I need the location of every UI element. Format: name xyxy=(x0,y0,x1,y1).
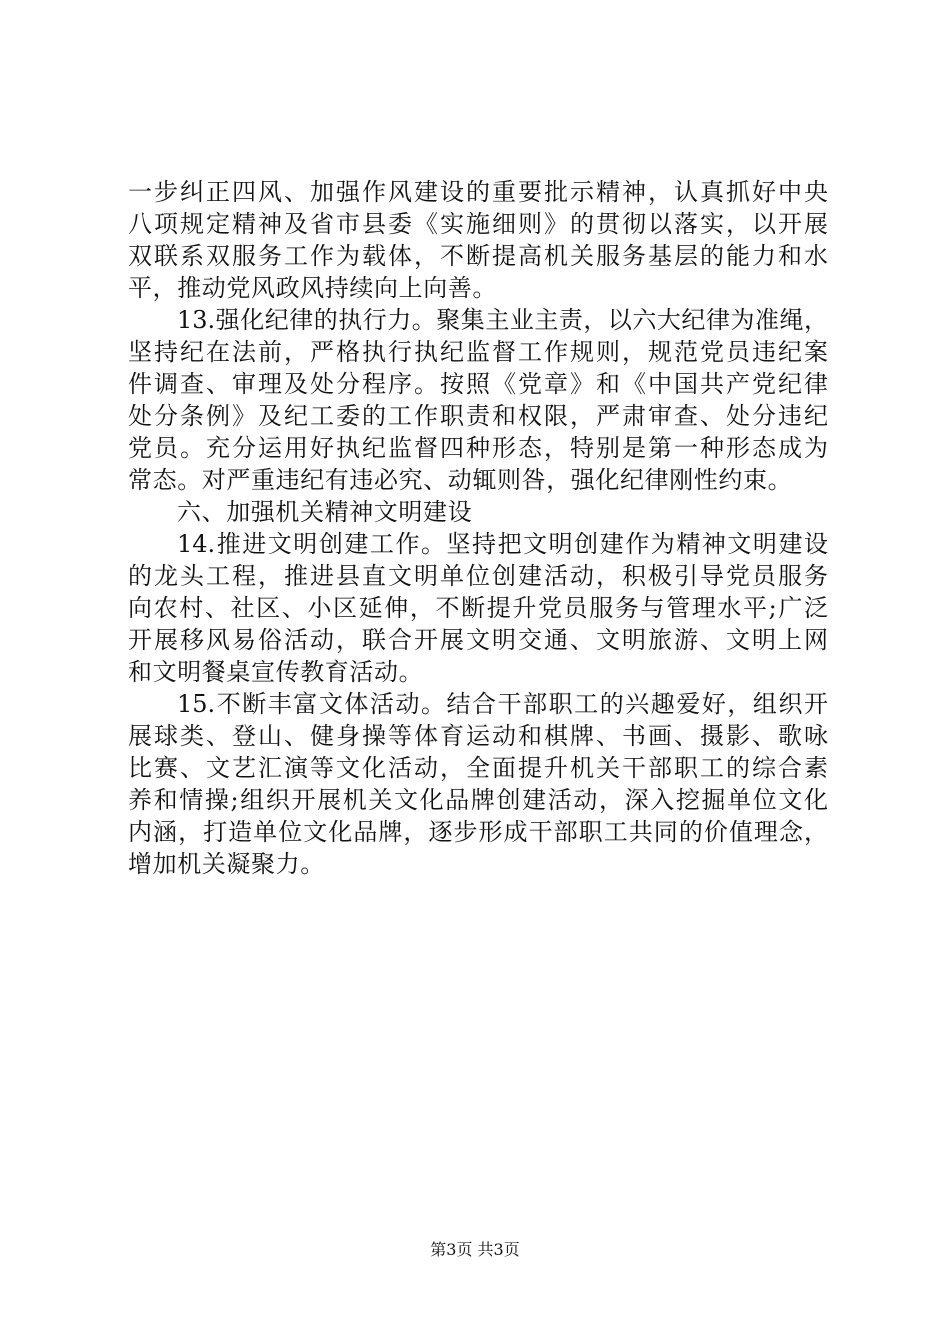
text-line: 双联系双服务工作为载体，不断提高机关服务基层的能力和水 xyxy=(128,242,828,270)
text-line: 和文明餐桌宣传教育活动。 xyxy=(128,658,424,686)
text-line: 平，推动党风政风持续向上向善。 xyxy=(128,274,497,302)
text-line: 一步纠正四风、加强作风建设的重要批示精神，认真抓好中央 xyxy=(128,178,828,206)
text-line: 向农村、社区、小区延伸，不断提升党员服务与管理水平;广泛 xyxy=(128,594,828,622)
text-line: 常态。对严重违纪有违必究、动辄则咎，强化纪律刚性约束。 xyxy=(128,466,793,494)
text-line: 处分条例》及纪工委的工作职责和权限，严肃审查、处分违纪 xyxy=(128,402,828,430)
text-line: 件调查、审理及处分程序。按照《党章》和《中国共产党纪律 xyxy=(128,370,828,398)
paragraph xyxy=(128,528,828,688)
text-line: 13.强化纪律的执行力。聚集主业主责，以六大纪律为准绳， xyxy=(177,306,828,334)
text-line: 15.不断丰富文体活动。结合干部职工的兴趣爱好，组织开 xyxy=(177,690,828,718)
text-line: 的龙头工程，推进县直文明单位创建活动，积极引导党员服务 xyxy=(128,562,828,590)
document-body xyxy=(128,176,828,880)
page-footer xyxy=(0,1240,950,1260)
section-heading xyxy=(128,496,828,528)
text-line: 养和情操;组织开展机关文化品牌创建活动，深入挖掘单位文化 xyxy=(128,786,828,814)
text-line: 展球类、登山、健身操等体育运动和棋牌、书画、摄影、歌咏 xyxy=(128,722,828,750)
text-line: 党员。充分运用好执纪监督四种形态，特别是第一种形态成为 xyxy=(128,434,828,462)
text-line: 内涵，打造单位文化品牌，逐步形成干部职工共同的价值理念， xyxy=(128,818,828,846)
paragraph xyxy=(128,688,828,880)
text-line: 比赛、文艺汇演等文化活动，全面提升机关干部职工的综合素 xyxy=(128,754,828,782)
paragraph xyxy=(128,176,828,304)
text-line: 增加机关凝聚力。 xyxy=(128,850,325,878)
page-number-label: 第3页 共3页 xyxy=(430,1240,520,1259)
text-line: 坚持纪在法前，严格执行执纪监督工作规则，规范党员违纪案 xyxy=(128,338,828,366)
text-line: 开展移风易俗活动，联合开展文明交通、文明旅游、文明上网 xyxy=(128,626,828,654)
section-heading-text: 六、加强机关精神文明建设 xyxy=(177,498,473,526)
text-line: 14.推进文明创建工作。坚持把文明创建作为精神文明建设 xyxy=(177,530,828,558)
text-line: 八项规定精神及省市县委《实施细则》的贯彻以落实，以开展 xyxy=(128,210,828,238)
paragraph xyxy=(128,304,828,496)
